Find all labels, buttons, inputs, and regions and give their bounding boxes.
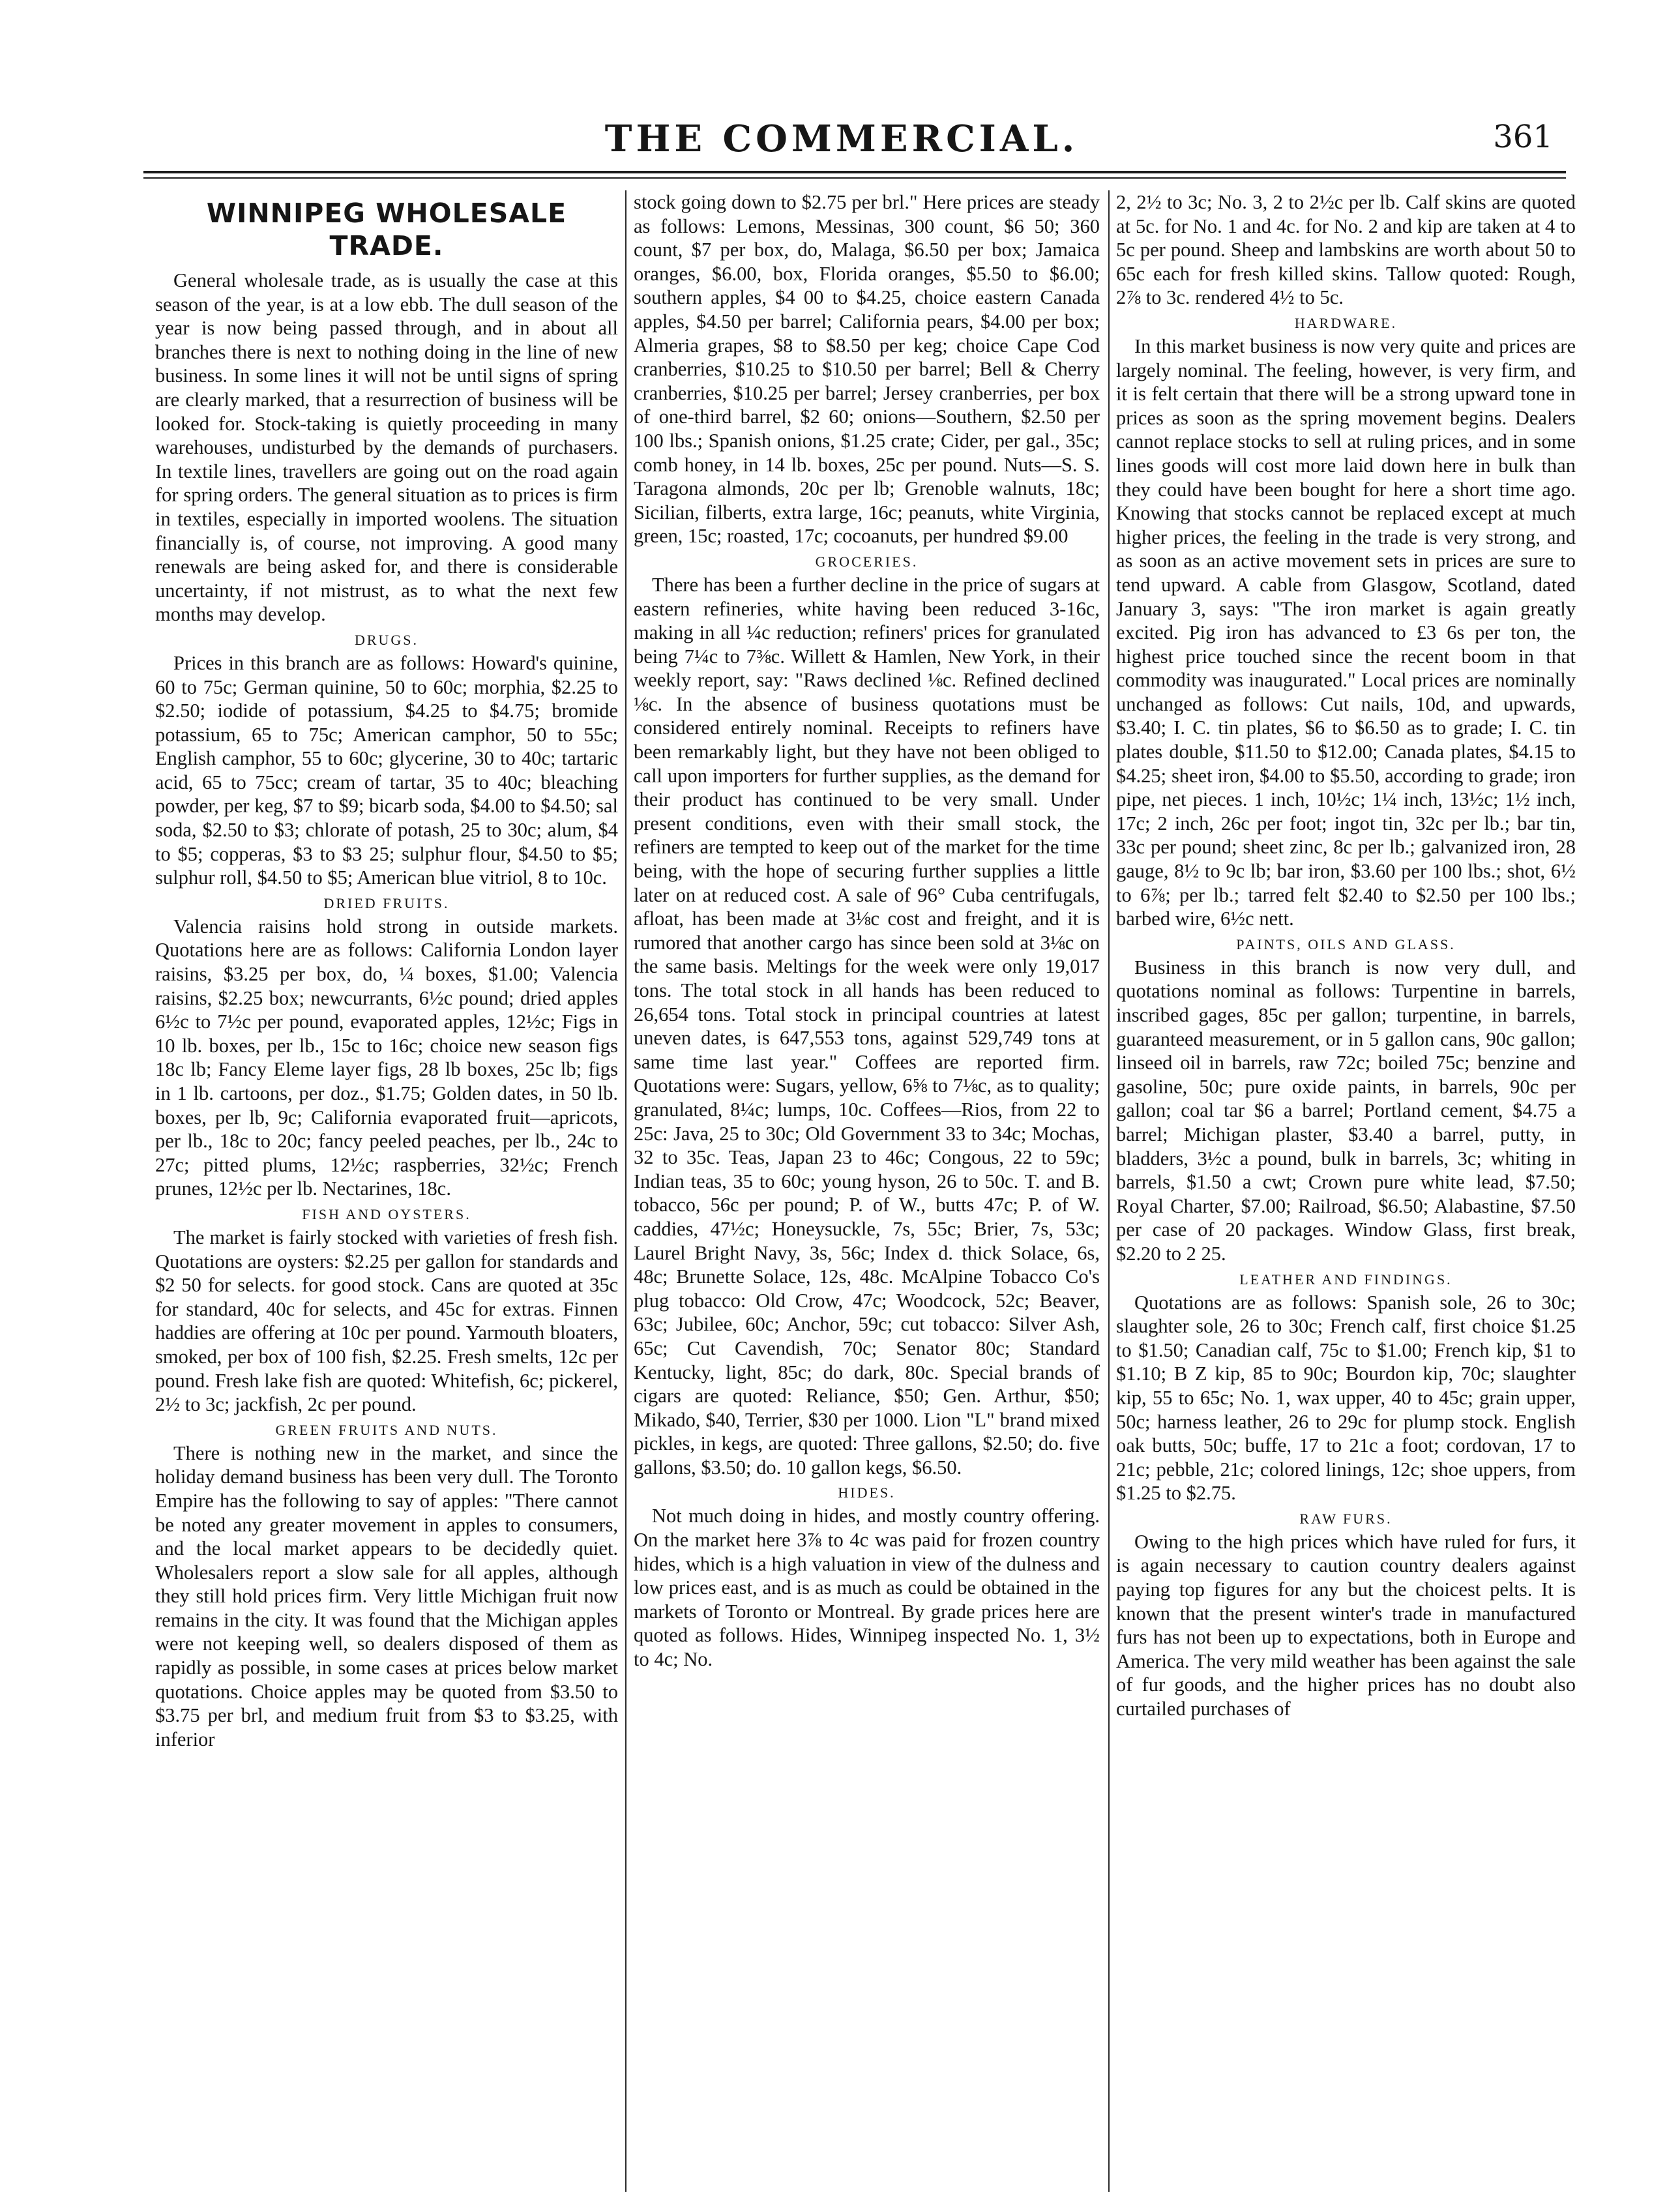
column-2-body [634,190,1100,1672]
column-divider-2 [1108,190,1110,2192]
column-divider-1 [625,190,626,2192]
paragraph: stock going down to $2.75 per brl." Here prices are steady as follows: Lemons, Messinas, 300 count, $6 50; 360 count, $7 per box, do, Malaga, $6.50 per box; Jamaica oranges, $6.00, box, Florida oranges, $5.50 to $6.00; southern apples, $4 00 to $4.25, choice eastern Canada apples, $4.50 per barrel; California pears, $4.00 per box; Almeria grapes, $8 to $8.50 per keg; choice Cape Cod cranberries, $10.25 to $10.50 per barrel; Bell & Cherry cranberries, $10.25 per barrel; Jersey cranberries, per box of one-third barrel, $2 60; onions—Southern, $2.50 per 100 lbs.; Spanish onions, $1.25 crate; Cider, per gal., 35c; comb honey, in 14 lb. boxes, 25c per pound. Nuts—S. S. Taragona almonds, 20c per lb; Grenoble walnuts, 18c; Sicilian, filberts, extra large, 16c; peanuts, white Virginia, green, 15c; roasted, 17c; cocoanuts, per hundred $9.00 [634,191,1100,548]
paragraph: Not much doing in hides, and mostly country offering. On the market here 3⅞ to 4c was paid for frozen country hides, which is a high valuation in view of the dulness and low prices east, and is as much as could be obtained in the markets of Toronto or Montreal. By grade prices here are quoted as follows. Hides, Winnipeg inspected No. 1, 3½ to 4c; No. [634,1505,1100,1671]
article-title: WINNIPEG WHOLESALE TRADE. [206,198,567,261]
section-heading: LEATHER AND FINDINGS. [1239,1271,1452,1288]
section-heading: GROCERIES. [815,553,919,570]
section-heading: HARDWARE. [1294,314,1398,331]
header-rule-thick [143,171,1566,173]
paragraph: Business in this branch is now very dull, and quotations nominal as follows: Turpentine in barrels, inscribed gages, 85c per gallon; turpentine, in barrels, guaranteed measurement, or in 5 gallon cans, 90c gallon; linseed oil in barrels, raw 72c; boiled 75c; benzine and gasoline, 50c; pure oxide paints, in barrels, 90c per gallon; coal tar $6 a barrel; Portland cement, $4.75 a barrel; Michigan plaster, $3.40 a barrel, putty, in bladders, 3½c a pound, bulk in barrels, 3c; whiting in barrels, $1.50 a cwt; Crown pure white lead, $7.50; Royal Charter, $7.00; Railroad, $6.50; Alabastine, $7.50 per case of 20 packages. Window Glass, first break, $2.20 to 2 25. [1116,956,1576,1265]
paragraph: Quotations are as follows: Spanish sole, 26 to 30c; slaughter sole, 26 to 30c; French calf, first choice $1.25 to $1.50; Canadian calf, 75c to $1.00; French kip, $1 to $1.10; B Z kip, 85 to 90c; Bourdon kip, 70c; slaughter kip, 55 to 65c; No. 1, wax upper, 40 to 45c; grain upper, 50c; harness leather, 26 to 29c for plump stock. English oak butts, 50c; buffe, 17 to 21c a foot; cordovan, 17 to 21c; pebble, 21c; colored linings, 12c; shoe uppers, from $1.25 to $2.75. [1116,1291,1576,1505]
section-heading: PAINTS, OILS AND GLASS. [1236,936,1456,952]
column-3 [1116,190,1576,2192]
page-number: 361 [1493,119,1553,155]
section-heading: RAW FURS. [1299,1510,1393,1527]
masthead [117,111,1566,170]
paragraph: Valencia raisins hold strong in outside markets. Quotations here are as follows: California London layer raisins, $3.25 per box, do, ¼ boxes, $1.00; Valencia raisins, $2.25 box; newcurrants, 6½c pound; dried apples 6½c to 7½c per pound, evaporated apples, 12½c; Figs in 10 lb. boxes, per lb., 15c to 16c; choice new season figs 18c lb; Fancy Eleme layer figs, 28 lb boxes, 25c lb; figs in 1 lb. cartoons, per doz., $1.75; Golden dates, in 50 lb. boxes, per lb, 9c; California evaporated fruit—apricots, per lb., 18c to 20c; fancy peeled peaches, per lb., 24c to 27c; pitted plums, 12½c; raspberries, 32½c; French prunes, 12½c per lb. Nectarines, 18c. [155,915,618,1200]
paragraph: General wholesale trade, as is usually the case at this season of the year, is at a low ebb. The dull season of the year is now being passed through, and in about all branches there is next to nothing doing in the line of new business. In some lines it will not be until signs of spring are clearly marked, that a resurrection of business will be looked for. Stock-taking is quietly proceeding in many warehouses, undisturbed by the demands of purchasers. In textile lines, travellers are going out on the road again for spring orders. The general situation as to prices is firm in textiles, especially in imported woolens. The situation financially is, of course, not improving. A good many renewals are being asked for, and there is considerable uncertainty, if not mistrust, as to what the next few months may develop. [155,269,618,626]
section-heading: FISH AND OYSTERS. [302,1205,471,1222]
paragraph: There has been a further decline in the price of sugars at eastern refineries, white having been reduced 3-16c, making in all ¼c reduction; refiners' prices for granulated being 7¼c to 7⅜c. Willett & Hamlen, New York, in their weekly report, say: "Raws declined ⅛c. Refined declined ⅛c. In the absence of business quotations must be considered entirely nominal. Receipts to refiners have been remarkably light, but they have not been obliged to call upon importers for further supplies, as the demand for their product has continued to be very small. Under present conditions, even with their small stock, the refiners are tempted to keep out of the market for the time being, with the hope of securing further supplies a little later on at reduced cost. A sale of 96° Cuba centrifugals, afloat, has been made at 3⅛c cost and freight, and it is rumored that another cargo has since been sold at 3⅛c on the same basis. Meltings for the week were only 19,017 tons. The total stock in all hands has been reduced to 26,654 tons. Total stock in principal countries at latest uneven dates, is 647,553 tons, against 529,749 tons at same time last year." Coffees are reported firm. Quotations were: Sugars, yellow, 6⅝ to 7⅛c, as to quality; granulated, 8¼c; lumps, 10c. Coffees—Rios, from 22 to 25c: Java, 25 to 30c; Old Government 33 to 34c; Mochas, 32 to 35c. Teas, Japan 23 to 46c; Congous, 22 to 59c; Indian teas, 35 to 60c; young hyson, 26 to 50c. T. and B. tobacco, 56c per pound; P. of W., butts 47c; P. of W. caddies, 47½c; Honeysuckle, 7s, 55c; Brier, 7s, 53c; Laurel Bright Navy, 3s, 56c; Index d. thick Solace, 6s, 48c; Brunette Solace, 12s, 48c. McAlpine Tobacco Co's plug tobacco: Old Crow, 47c; Woodcock, 52c; Beaver, 63c; Jubilee, 60c; Anchor, 59c; cut tobacco: Silver Ash, 65c; Cut Cavendish, 70c; Senator 80c; Standard Kentucky, light, 85c; do dark, 80c. Special brands of cigars are quoted: Reliance, $50; Gen. Arthur, $50; Mikado, $40, Terrier, $30 per 1000. Lion "L" brand mixed pickles, in kegs, are quoted: Three gallons, $2.50; do. five gallons, $3.50; do. 10 gallon kegs, $6.50. [634,573,1100,1479]
paragraph: Prices in this branch are as follows: Howard's quinine, 60 to 75c; German quinine, 50 to 60c; morphia, $2.25 to $2.50; iodide of potassium, $4.25 to $4.75; bromide potassium, 65 to 75c; American camphor, 50 to 55c; English camphor, 55 to 60c; glycerine, 30 to 40c; tartaric acid, 65 to 75cc; cream of tartar, 35 to 40c; bleaching powder, per keg, $7 to $9; bicarb soda, $4.00 to $4.50; sal soda, $2.50 to $3; chlorate of potash, 25 to 30c; alum, $4 to $5; copperas, $3 to $3 25; sulphur flour, $4.50 to $5; sulphur roll, $4.50 to $5; American blue vitriol, 8 to 10c. [155,651,618,889]
section-heading: DRIED FRUITS. [323,894,450,911]
column-1 [155,190,618,2192]
paragraph: There is nothing new in the market, and since the holiday demand business has been very dull. The Toronto Empire has the following to say of apples: "There cannot be noted any greater movement in apples to consumers, and the local market appears to be decidedly quiet. Wholesalers report a slow sale for all apples, although they still hold prices firm. Very little Michigan fruit now remains in the city. It was found that the Michigan apples were not keeping well, so dealers disposed of them as rapidly as possible, in some cases at prices below market quotations. Choice apples may be quoted from $3.50 to $3.75 per brl, and medium fruit from $3 to $3.25, with inferior [155,1441,618,1750]
column-2 [634,190,1100,2192]
section-heading: DRUGS. [354,631,419,648]
header-rule-thin [143,177,1566,179]
paragraph: In this market business is now very quite and prices are largely nominal. The feeling, however, is very firm, and it is felt certain that there will be a strong upward tone in prices as soon as the spring movement begins. Dealers cannot replace stocks to sell at ruling prices, and in some lines goods will cost more laid down here in bulk than they could have been bought for here a short time ago. Knowing that stocks cannot be replaced except at much higher prices, the feeling in the trade is very strong, and as soon as an active movement sets in prices are sure to tend upward. A cable from Glasgow, Scotland, dated January 3, says: "The iron market is again greatly excited. Pig iron has advanced to £3 6s per ton, the highest price touched since the recent boom in that commodity was inaugurated." Local prices are nominally unchanged as follows: Cut nails, 10d, and upwards, $3.40; I. C. tin plates, $6 to $6.50 as to grade; I. C. tin plates double, $11.50 to $12.00; Canada plates, $4.15 to $4.25; sheet iron, $4.00 to $5.50, according to grade; iron pipe, net pieces. 1 inch, 10½c; 1¼ inch, 13½c; 1½ inch, 17c; 2 inch, 26c per foot; ingot tin, 32c per lb.; bar tin, 33c per pound; sheet zinc, 8c per lb.; galvanized iron, 28 gauge, 8½ to 9c lb; bar iron, $3.60 per 100 lbs.; shot, 6½ to 6⅞; per lb.; tarred felt $2.40 to $2.50 per 100 lbs.; barbed wire, 6½c nett. [1116,334,1576,930]
paragraph: 2, 2½ to 3c; No. 3, 2 to 2½c per lb. Calf skins are quoted at 5c. for No. 1 and 4c. for No. 2 and kip are taken at 4 to 5c per pound. Sheep and lambskins are worth about 50 to 65c each for fresh killed skins. Tallow quoted: Rough, 2⅞ to 3c. rendered 4½ to 5c. [1116,191,1576,309]
section-heading: GREEN FRUITS AND NUTS. [275,1421,498,1438]
paragraph: The market is fairly stocked with varieties of fresh fish. Quotations are oysters: $2.25 per gallon for standards and $2 50 for selects. for good stock. Cans are quoted at 35c for standard, 40c for selects, and 45c for extras. Finnen haddies are offering at 10c per pound. Yarmouth bloaters, smoked, per box of 100 fish, $2.25. Fresh smelts, 12c per pound. Fresh lake fish are quoted: Whitefish, 6c; pickerel, 2½ to 3c; jackfish, 2c per pound. [155,1226,618,1416]
paragraph: Owing to the high prices which have ruled for furs, it is again necessary to caution country dealers against paying top figures for any but the choicest pelts. It is known that the present winter's trade in manufactured furs has not been up to expectations, both in Europe and America. The very mild weather has been against the sale of fur goods, and the higher prices has no doubt also curtailed purchases of [1116,1530,1576,1720]
masthead-title: THE COMMERCIAL. [604,117,1079,160]
section-heading: HIDES. [838,1484,896,1501]
column-3-body [1116,190,1576,1721]
column-1-body [155,269,618,1751]
